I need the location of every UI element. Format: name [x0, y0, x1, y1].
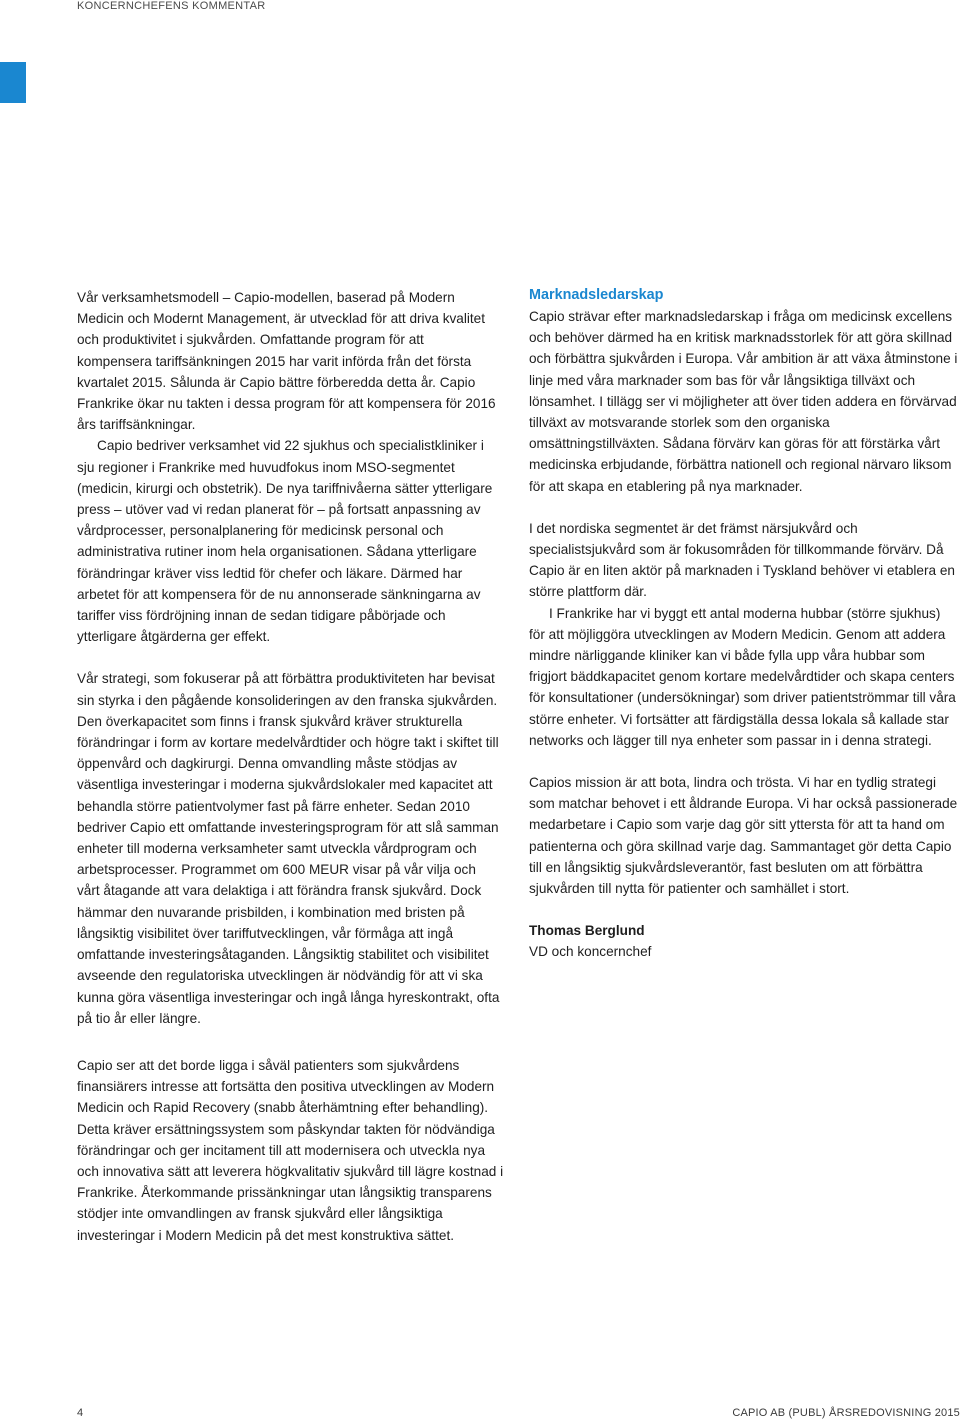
- paragraph-gap: [529, 751, 960, 772]
- signature-name: Thomas Berglund: [529, 923, 645, 939]
- bottom-paragraph-1: Capio ser att det borde ligga i såväl patienters som sjukvårdens finansiärers intresse att fortsätta den positiva utvecklingen av Modern Medicin och Rapid Recovery (snabb återhämtning efter behandling). Detta kräver ersättningssystem som påskyndar takten för nödvändiga förändringar och ger incitament till att modernisera och utveckla nya och innovativa sätt att leverera högkvalitativ sjukvård till lägre kostnad i Frankrike. Återkommande prissänkningar utan långsiktig transparens stödjer inte omvandlingen av fransk sjukvård eller långsiktiga investeringar i Modern Medicin på det mest konstruktiva sättet.: [77, 1058, 504, 1243]
- left-paragraph-3: Vår strategi, som fokuserar på att förbättra produktiviteten har bevisat sin styrka i den pågående konsolideringen av den franska sjukvården. Den överkapacitet som finns i fransk sjukvård kräver strukturella förändringar i form av kortare medelvårdtider och högre takt i skiftet till öppenvård och dagkirurgi. Denna omvandling måste stödjas av väsentliga investeringar i moderna sjukvårdslokaler med kapacitet att behandla större patientvolymer fast på färre enheter. Sedan 2010 bedriver Capio ett omfattande investeringsprogram för att slå samman enheter till moderna verksamheter samt utveckla vårdprogram och arbetsprocesser. Programmet om 600 MEUR visar på vår vilja och vårt åtagande att vara delaktiga i att förändra fransk sjukvård. Dock hämmar den nuvarande prisbilden, i kombination med bristen på långsiktig visibilitet över tariffutvecklingen, vår förmåga att ingå omfattande investeringsåtaganden. Långsiktig stabilitet och visibilitet avseende den regulatoriska utvecklingen är nödvändig för att vi ska kunna göra väsentliga investeringar och ingå långa hyreskontrakt, ofta på tio år eller längre.: [77, 671, 500, 1026]
- signature-title: VD och koncernchef: [529, 944, 652, 960]
- right-paragraph-2: I det nordiska segmentet är det främst närsjukvård och specialistsjukvård som är fokusområden för tillkommande förvärv. Då Capio är en liten aktör på marknaden i Tyskland behöver vi etablera en större plattform där.: [529, 520, 955, 600]
- right-paragraph-4: Capios mission är att bota, lindra och trösta. Vi har en tydlig strategi som matchar behovet i ett åldrande Europa. Vi har också passionerade medarbetare i Capio som varje dag gör sitt yttersta för att ta hand om patienterna och göra skillnad varje dag. Sammantaget gör detta Capio till en långsiktig sjukvårdsleverantör, fast besluten om att förbättra sjukvården till nytta för patienter och samhället i stort.: [529, 775, 958, 897]
- left-column: [77, 287, 502, 1029]
- paragraph-gap: [529, 899, 960, 920]
- right-paragraph-3: I Frankrike har vi byggt ett antal moderna hubbar (större sjukhus) för att möjliggöra utvecklingen av Modern Medicin. Genom att addera mindre närliggande kliniker kan vi både fylla upp våra hubbar som frigjort bäddkapacitet genom kortare medelvårdtider och skapa centers för konsultationer (undersökningar) som driver patientströmmar till våra större enheter. Vi fortsätter att färdigställa dessa lokala så kallade star networks och lägger till nya enheter som passar in i denna strategi.: [529, 605, 956, 748]
- paragraph-gap: [77, 647, 502, 668]
- left-paragraph-2: Capio bedriver verksamhet vid 22 sjukhus och specialistkliniker i sju regioner i Frankrike med huvudfokus inom MSO-segmentet (medicin, kirurgi och obstetrik). De nya tariffnivåerna sätter ytterligare press – utöver vad vi redan planerat för – på fortsatt anpassning av vårdprocesser, personalplanering för medicinsk personal och administrativa rutiner inom hela organisationen. Sådana ytterligare förändringar kräver viss ledtid för chefer och läkare. Därmed har arbetet för att kompensera för de nu annonserade sänkningarna av tariffer viss fördröjning innan de sedan tidigare påbörjade och ytterligare åtgärderna ger effekt.: [77, 438, 493, 645]
- bottom-text-block: [77, 1055, 507, 1246]
- left-paragraph-1: Vår verksamhetsmodell – Capio-modellen, baserad på Modern Medicin och Modernt Management, är utvecklad för att driva kvalitet och produktivitet i sjukvården. Omfattande program för att kompensera tariffsänkningen 2015 har varit införda från det första kvartalet 2015. Sålunda är Capio bättre förberedda detta år. Capio Frankrike ökar nu takten i dessa program för att kompensera för 2016 års tariffsänkningar.: [77, 290, 496, 433]
- right-column: [529, 285, 960, 963]
- accent-tab: [0, 62, 26, 103]
- paragraph-gap: [529, 497, 960, 518]
- right-paragraph-1: Capio strävar efter marknadsledarskap i fråga om medicinsk excellens och behöver därmed ha en kritisk marknadsstorlek för att göra skillnad och förbättra sjukvården i Europa. Vår ambition är att växa åtminstone i linje med våra marknader som bas för vår långsiktiga tillväxt och lönsamhet. I tillägg ser vi möjligheter att över tiden addera en förvärvad tillväxt av motsvarande storlek som den organiska omsättningstillväxten. Sådana förvärv kan göras för att förstärka vårt medicinska erbjudande, förbättra nationell och regional närvaro liksom för att skapa en etablering på nya marknader.: [529, 309, 958, 494]
- section-heading-marknadsledarskap: Marknadsledarskap: [529, 287, 664, 303]
- publication-title: CAPIO AB (PUBL) ÅRSREDOVISNING 2015: [732, 1407, 960, 1419]
- page-number: 4: [77, 1407, 84, 1419]
- section-header-label: KONCERNCHEFENS KOMMENTAR: [77, 0, 266, 12]
